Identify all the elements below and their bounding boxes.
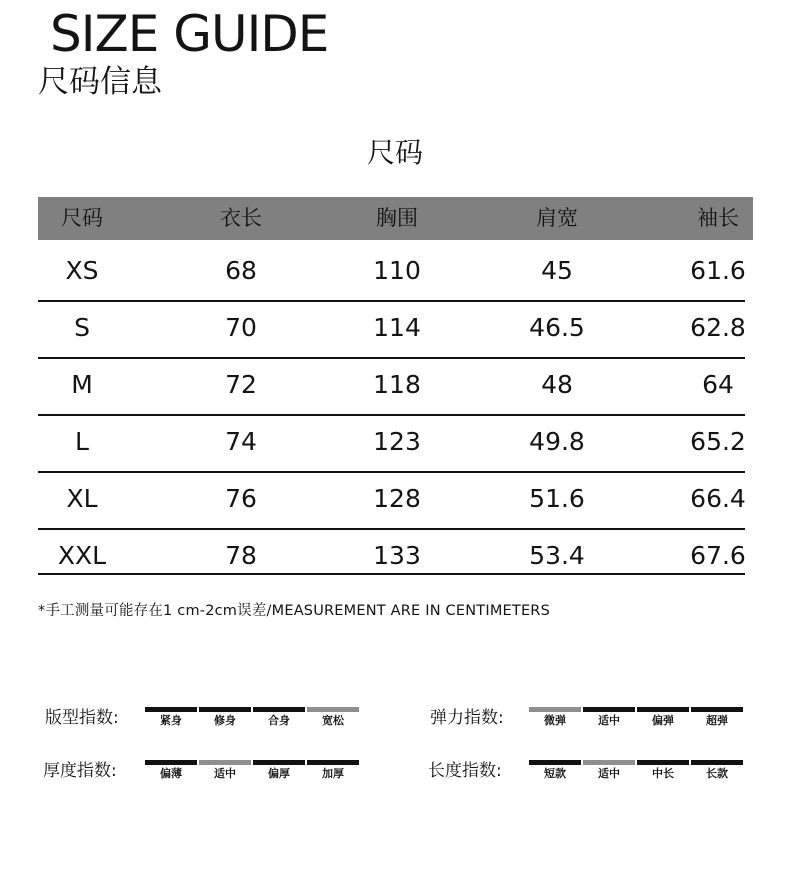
- index-option: 加厚: [322, 767, 344, 780]
- index-option: 超弹: [706, 714, 728, 727]
- table-cell: 76: [225, 484, 257, 513]
- index-option: 修身: [214, 714, 236, 727]
- table-cell: 74: [225, 427, 257, 456]
- title-cn: 尺码信息: [38, 64, 162, 100]
- table-cell: XS: [65, 256, 99, 285]
- index-option: 紧身: [160, 714, 182, 727]
- measurement-note: *手工测量可能存在1 cm-2cm误差/MEASUREMENT ARE IN CENTIMETERS: [38, 603, 550, 619]
- table-cell: 49.8: [529, 427, 585, 456]
- index-option: 适中: [214, 767, 236, 780]
- fit-index: [45, 707, 375, 737]
- table-cell: 128: [373, 484, 421, 513]
- table-cell: 61.6: [690, 256, 746, 285]
- table-cell: 65.2: [690, 427, 746, 456]
- table-cell: 45: [541, 256, 573, 285]
- table-row: [38, 300, 745, 359]
- table-cell: 64: [702, 370, 734, 399]
- table-row: [38, 471, 745, 530]
- elasticity-index: [430, 707, 760, 737]
- table-row: [38, 414, 745, 473]
- table-title: 尺码: [366, 136, 423, 169]
- index-option: 适中: [598, 714, 620, 727]
- table-cell: 48: [541, 370, 573, 399]
- table-cell: 78: [225, 541, 257, 570]
- thickness-index: [43, 760, 373, 790]
- title-en: SIZE GUIDE: [50, 5, 329, 63]
- table-cell: 72: [225, 370, 257, 399]
- index-option: 宽松: [322, 714, 344, 727]
- index-option: 中长: [652, 767, 674, 780]
- table-header: [38, 197, 753, 240]
- column-header: 衣长: [220, 206, 262, 230]
- table-cell: 67.6: [690, 541, 746, 570]
- column-header: 袖长: [697, 206, 739, 230]
- index-label: 版型指数:: [45, 708, 119, 728]
- index-option: 合身: [268, 714, 290, 727]
- column-header: 胸围: [376, 206, 418, 230]
- table-cell: 62.8: [690, 313, 746, 342]
- table-row: [38, 243, 745, 302]
- table-cell: 51.6: [529, 484, 585, 513]
- table-cell: 123: [373, 427, 421, 456]
- index-label: 弹力指数:: [430, 708, 504, 728]
- table-cell: 53.4: [529, 541, 585, 570]
- index-label: 长度指数:: [428, 761, 502, 781]
- table-cell: 46.5: [529, 313, 585, 342]
- table-cell: M: [71, 370, 93, 399]
- table-cell: 133: [373, 541, 421, 570]
- index-option: 长款: [706, 767, 728, 780]
- index-option: 偏薄: [160, 767, 182, 780]
- index-option: 微弹: [544, 714, 566, 727]
- table-cell: S: [74, 313, 90, 342]
- table-cell: 66.4: [690, 484, 746, 513]
- index-option: 适中: [598, 767, 620, 780]
- table-row: [38, 528, 745, 575]
- length-index: [428, 760, 758, 790]
- column-header: 尺码: [61, 206, 103, 230]
- table-cell: XXL: [57, 541, 107, 570]
- table-cell: XL: [66, 484, 98, 513]
- index-option: 偏厚: [268, 767, 290, 780]
- table-cell: 110: [373, 256, 421, 285]
- table-row: [38, 357, 745, 416]
- table-cell: 114: [373, 313, 421, 342]
- index-label: 厚度指数:: [43, 761, 117, 781]
- index-option: 偏弹: [652, 714, 674, 727]
- table-cell: 68: [225, 256, 257, 285]
- index-option: 短款: [544, 767, 566, 780]
- table-cell: L: [75, 427, 89, 456]
- table-cell: 118: [373, 370, 421, 399]
- column-header: 肩宽: [536, 206, 578, 230]
- table-cell: 70: [225, 313, 257, 342]
